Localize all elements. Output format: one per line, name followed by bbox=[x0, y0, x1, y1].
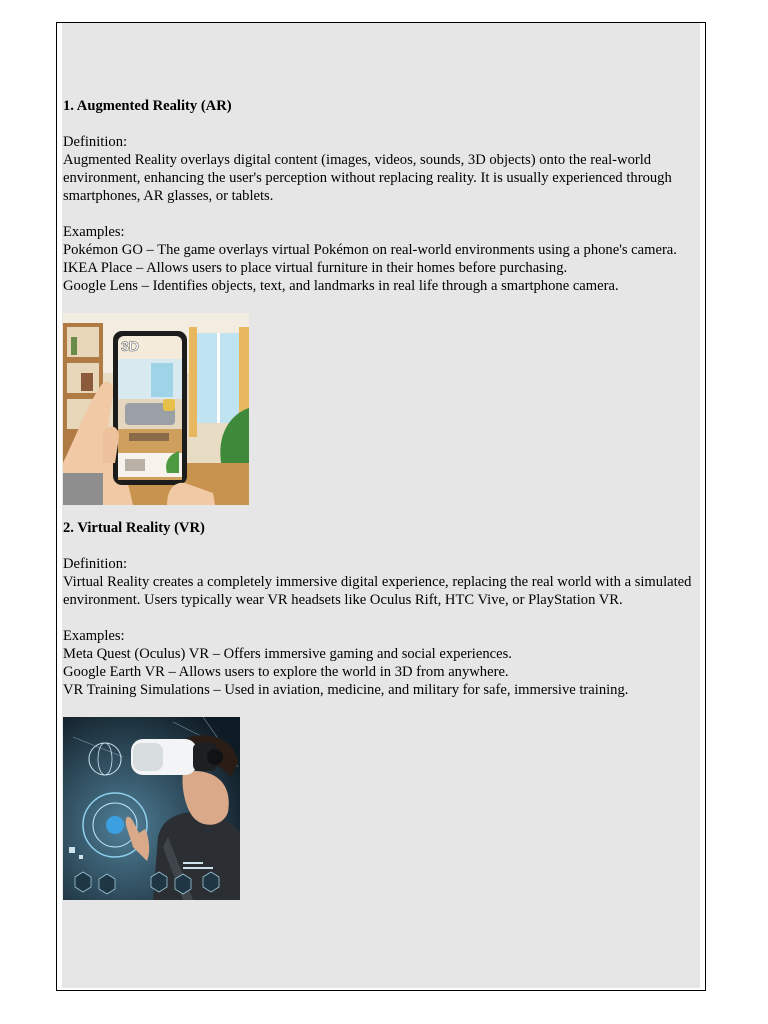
vr-example-item: Meta Quest (Oculus) VR – Offers immersive gaming and social experiences. bbox=[63, 646, 512, 662]
vr-definition-label: Definition: bbox=[63, 556, 128, 572]
vr-definition-text: Virtual Reality creates a completely immersive digital experience, replacing the real world with a simulated environment. Users typically wear VR headsets like Oculus Rift, HTC Vive, or PlayStation VR. bbox=[63, 574, 692, 608]
vr-examples-label: Examples: bbox=[63, 628, 125, 644]
ar-definition-text: Augmented Reality overlays digital content (images, videos, sounds, 3D objects) onto the real-world environment, enhancing the user's perception without replacing reality. It is usually experienced through smartphones, AR glasses, or tablets. bbox=[63, 152, 672, 204]
ar-example-item: Pokémon GO – The game overlays virtual Pokémon on real-world environments using a phone's camera. bbox=[63, 242, 677, 258]
ar-heading: 1. Augmented Reality (AR) bbox=[63, 98, 232, 114]
ar-example-item: Google Lens – Identifies objects, text, and landmarks in real life through a smartphone camera. bbox=[63, 278, 619, 294]
ar-illustration-image bbox=[63, 313, 249, 505]
vr-example-item: VR Training Simulations – Used in aviation, medicine, and military for safe, immersive training. bbox=[63, 682, 629, 698]
ar-examples-label: Examples: bbox=[63, 224, 125, 240]
vr-illustration-image bbox=[63, 717, 240, 900]
vr-heading: 2. Virtual Reality (VR) bbox=[63, 520, 205, 536]
document-body bbox=[63, 97, 703, 900]
ar-definition-label: Definition: bbox=[63, 134, 128, 150]
vr-example-item: Google Earth VR – Allows users to explore the world in 3D from anywhere. bbox=[63, 664, 509, 680]
page-content bbox=[62, 23, 700, 988]
ar-example-item: IKEA Place – Allows users to place virtual furniture in their homes before purchasing. bbox=[63, 260, 568, 276]
ar-badge-text: 3D bbox=[121, 338, 139, 354]
page-frame bbox=[56, 22, 706, 991]
